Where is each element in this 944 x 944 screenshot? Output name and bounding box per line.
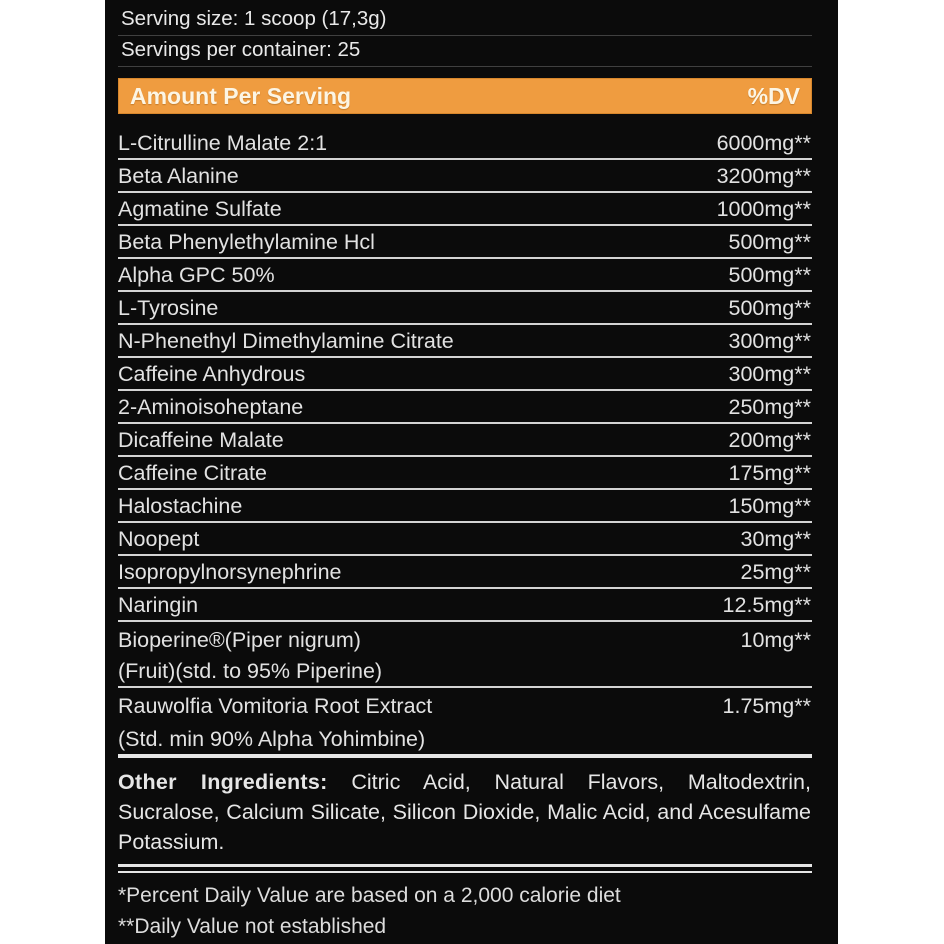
- ingredient-amount: 300mg**: [728, 362, 811, 386]
- footnote-dv-not-established: **Daily Value not established: [118, 915, 387, 938]
- ingredient-name: N-Phenethyl Dimethylamine Citrate: [118, 329, 454, 353]
- ingredient-amount: 500mg**: [728, 230, 811, 254]
- ingredient-amount: 1.75mg**: [722, 694, 811, 718]
- ingredient-amount: 3200mg**: [716, 164, 811, 188]
- ingredient-name: L-Tyrosine: [118, 296, 219, 320]
- servings-per-container-text: Servings per container: 25: [118, 36, 812, 67]
- amount-per-serving-header: [118, 78, 812, 114]
- ingredient-row: [118, 688, 812, 721]
- ingredient-amount: 6000mg**: [716, 131, 811, 155]
- ingredient-amount: 30mg**: [740, 527, 811, 551]
- ingredient-name: Noopept: [118, 527, 200, 551]
- ingredient-row: [118, 490, 812, 523]
- ingredient-row: [118, 523, 812, 556]
- amount-per-serving-label: Amount Per Serving: [130, 82, 352, 109]
- ingredient-amount: 500mg**: [728, 263, 811, 287]
- ingredient-row: [118, 193, 812, 226]
- ingredient-name: Caffeine Anhydrous: [118, 362, 306, 386]
- ingredient-row: [118, 160, 812, 193]
- ingredient-row: [118, 325, 812, 358]
- ingredient-name: Isopropylnorsynephrine: [118, 560, 342, 584]
- serving-size-text: Serving size: 1 scoop (17,3g): [118, 5, 812, 36]
- other-ingredients-label: Other Ingredients:: [118, 770, 328, 794]
- ingredient-name: Agmatine Sulfate: [118, 197, 282, 221]
- other-ingredients-text: Citric Acid, Natural Flavors, Maltodextrin, Sucralose, Calcium Silicate, Silicon Dioxide, Malic Acid, and Acesulfame Potassium.: [118, 770, 811, 854]
- ingredient-name: Rauwolfia Vomitoria Root Extract: [118, 694, 433, 718]
- ingredient-name: Naringin: [118, 593, 199, 617]
- ingredient-table: [118, 127, 812, 754]
- ingredient-row: [118, 358, 812, 391]
- ingredient-name: 2-Aminoisoheptane: [118, 395, 304, 419]
- ingredient-name: Dicaffeine Malate: [118, 428, 284, 452]
- ingredient-name: Halostachine: [118, 494, 243, 518]
- ingredient-row: [118, 424, 812, 457]
- ingredient-row: [118, 292, 812, 325]
- ingredient-amount: 1000mg**: [716, 197, 811, 221]
- ingredient-row: [118, 589, 812, 622]
- supplement-facts-panel: [105, 0, 838, 944]
- ingredient-name: Bioperine®(Piper nigrum): [118, 628, 361, 652]
- ingredient-amount: 500mg**: [728, 296, 811, 320]
- ingredient-name: Caffeine Citrate: [118, 461, 267, 485]
- ingredient-subline: (Fruit)(std. to 95% Piperine): [118, 659, 383, 683]
- ingredient-row: [118, 127, 812, 160]
- ingredient-amount: 200mg**: [728, 428, 811, 452]
- ingredient-row: [118, 226, 812, 259]
- ingredient-amount: 300mg**: [728, 329, 811, 353]
- ingredient-name: Beta Alanine: [118, 164, 239, 188]
- ingredient-row-continuation: [118, 721, 812, 754]
- ingredient-subline: (Std. min 90% Alpha Yohimbine): [118, 727, 426, 751]
- other-ingredients-paragraph: [118, 767, 812, 857]
- ingredient-row: [118, 391, 812, 424]
- ingredient-amount: 150mg**: [728, 494, 811, 518]
- ingredient-amount: 25mg**: [740, 560, 811, 584]
- ingredient-name: L-Citrulline Malate 2:1: [118, 131, 328, 155]
- double-divider: [118, 864, 812, 873]
- ingredient-amount: 12.5mg**: [722, 593, 811, 617]
- ingredient-name: Beta Phenylethylamine Hcl: [118, 230, 375, 254]
- ingredient-name: Alpha GPC 50%: [118, 263, 275, 287]
- ingredient-row: [118, 259, 812, 292]
- ingredient-amount: 10mg**: [740, 628, 811, 652]
- thick-divider: [118, 754, 812, 758]
- footnote-percent-dv: *Percent Daily Value are based on a 2,000 calorie diet: [118, 884, 621, 907]
- ingredient-amount: 175mg**: [728, 461, 811, 485]
- ingredient-amount: 250mg**: [728, 395, 811, 419]
- ingredient-row-continuation: [118, 655, 812, 688]
- footnotes: [118, 880, 812, 942]
- ingredient-row: [118, 457, 812, 490]
- ingredient-row: [118, 622, 812, 655]
- ingredient-row: [118, 556, 812, 589]
- percent-dv-label: %DV: [747, 82, 800, 109]
